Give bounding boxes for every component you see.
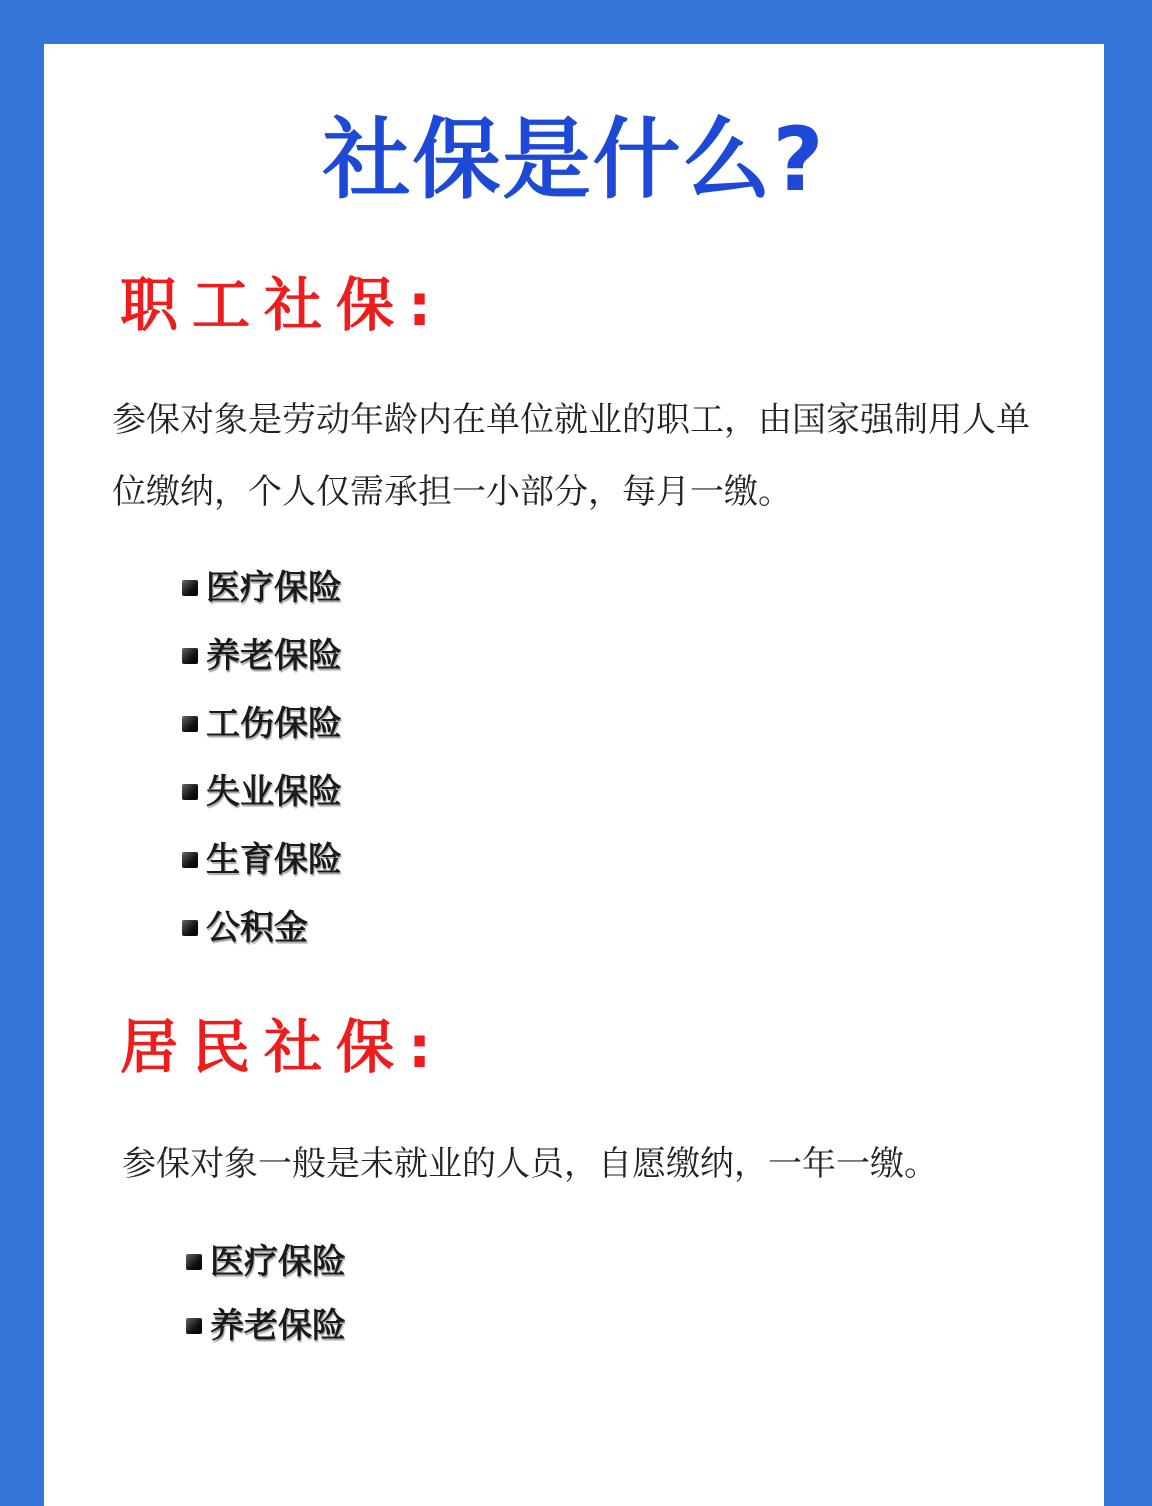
resident-insurance-list xyxy=(186,1230,346,1358)
square-bullet-icon xyxy=(186,1318,202,1334)
resident-description: 参保对象一般是未就业的人员，自愿缴纳，一年一缴。 xyxy=(122,1144,938,1184)
employee-description: 参保对象是劳动年龄内在单位就业的职工，由国家强制用人单位缴纳，个人仅需承担一小部分，每月一缴。 xyxy=(112,400,1030,512)
list-item-label: 生育保险 xyxy=(206,840,342,880)
list-item xyxy=(186,1230,346,1294)
list-item xyxy=(182,826,342,894)
square-bullet-icon xyxy=(186,1254,202,1270)
page-title: 社保是什么? xyxy=(322,108,826,211)
list-item-label: 工伤保险 xyxy=(206,704,342,744)
list-item xyxy=(182,894,342,962)
list-item-label: 公积金 xyxy=(206,908,308,948)
square-bullet-icon xyxy=(182,852,198,868)
list-item xyxy=(182,690,342,758)
list-item-label: 养老保险 xyxy=(206,636,342,676)
list-item-label: 养老保险 xyxy=(210,1306,346,1346)
content-card xyxy=(44,44,1104,1506)
square-bullet-icon xyxy=(182,648,198,664)
employee-insurance-list xyxy=(182,554,342,962)
list-item xyxy=(182,622,342,690)
square-bullet-icon xyxy=(182,920,198,936)
list-item xyxy=(182,554,342,622)
square-bullet-icon xyxy=(182,580,198,596)
resident-section-heading: 居民社保: xyxy=(120,1013,446,1081)
employee-section-heading: 职工社保: xyxy=(120,271,446,339)
list-item-label: 医疗保险 xyxy=(210,1242,346,1282)
square-bullet-icon xyxy=(182,784,198,800)
list-item xyxy=(182,758,342,826)
square-bullet-icon xyxy=(182,716,198,732)
list-item-label: 失业保险 xyxy=(206,772,342,812)
list-item-label: 医疗保险 xyxy=(206,568,342,608)
list-item xyxy=(186,1294,346,1358)
